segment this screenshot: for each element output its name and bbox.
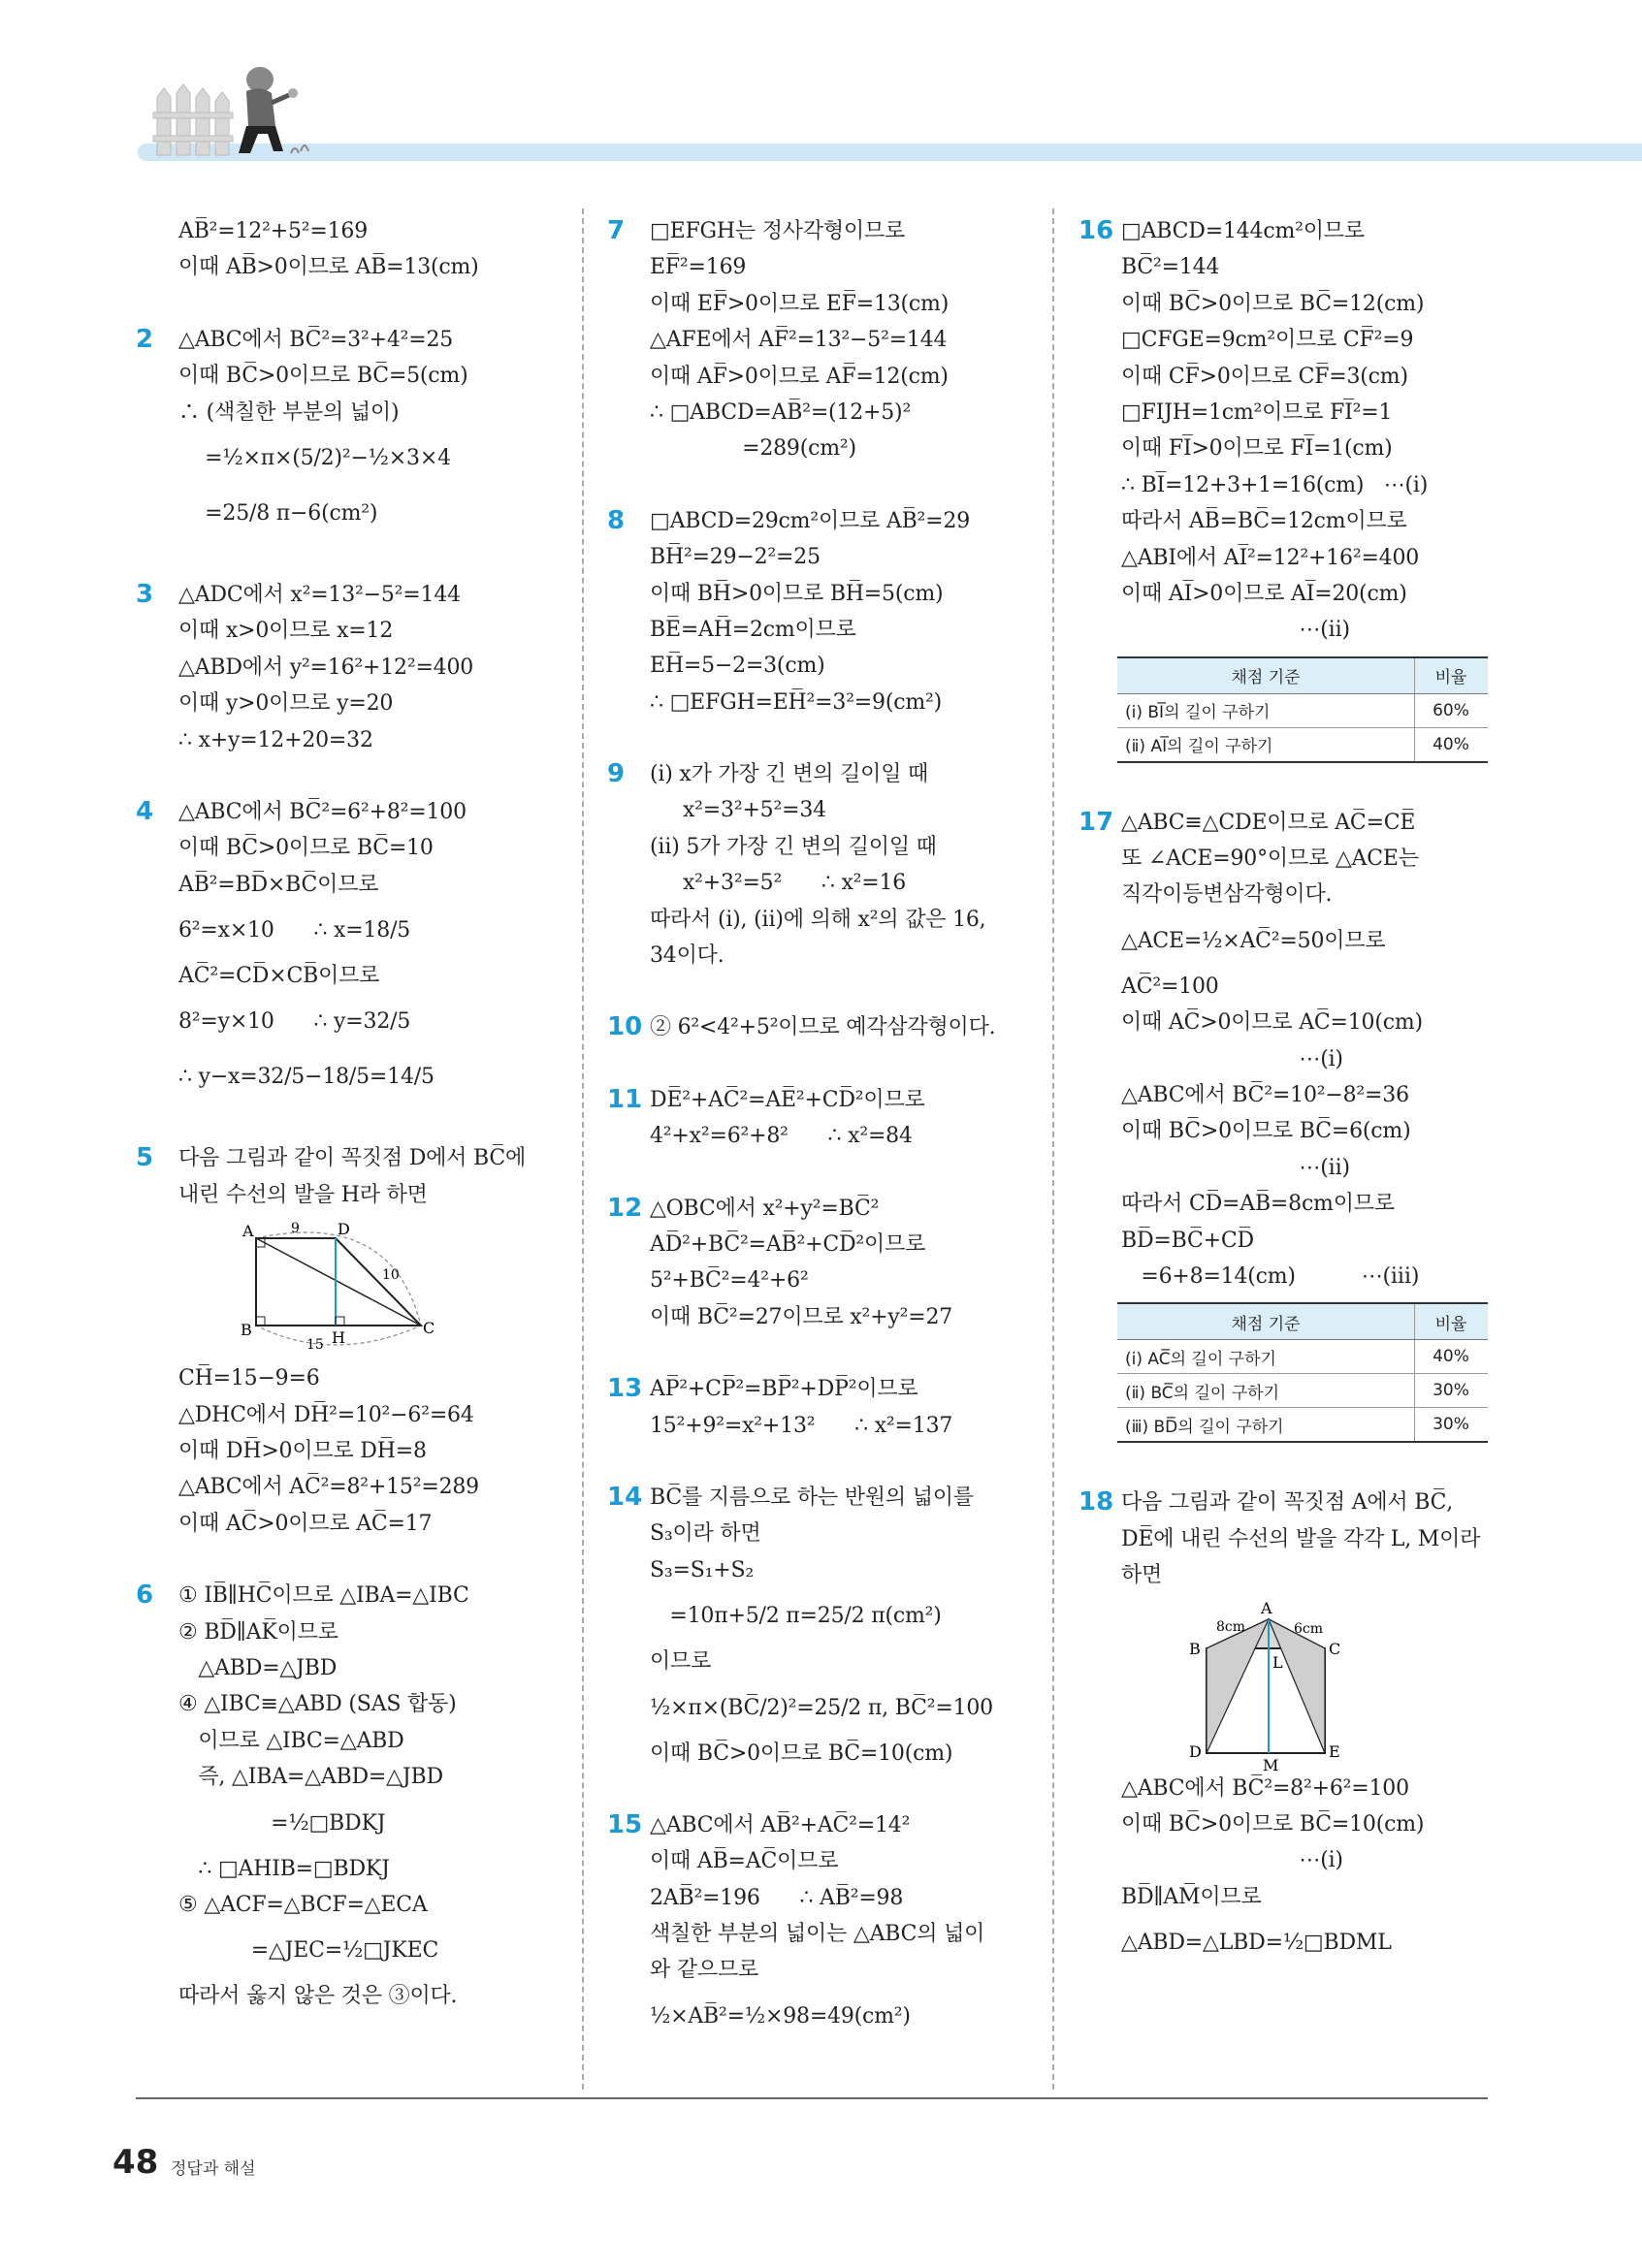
text-line: 6²=x×10 ∴ x=18/5: [178, 918, 411, 943]
text-line: △ABC에서 AB̅²+AC̅²=14²: [650, 1812, 911, 1837]
problem-number: 16: [1079, 216, 1114, 245]
table-cell: 60%: [1415, 693, 1489, 727]
text-line: 이때 CF̅>0이므로 CF̅=3(cm): [1121, 364, 1408, 389]
table-header: 비율: [1415, 657, 1489, 694]
text-line: 2AB̅²=196 ∴ AB̅²=98: [650, 1885, 904, 1910]
problem-6: [136, 1578, 563, 2015]
text-line: △OBC에서 x²+y²=BC̅²: [650, 1196, 880, 1221]
problem-number: 15: [607, 1809, 643, 1839]
text-line: 직각이등변삼각형이다.: [1121, 882, 1333, 908]
text-line: 즉, △IBA=△ABD=△JBD: [178, 1765, 443, 1790]
problem-number: 4: [136, 796, 154, 826]
text-line: =½×π×(5/2)²−½×3×4: [178, 445, 451, 470]
figure-label: H: [332, 1328, 345, 1348]
text-line: ∴ □ABCD=AB̅²=(12+5)²: [650, 399, 912, 425]
problem-number: 12: [607, 1193, 643, 1223]
table-row: [1117, 727, 1488, 762]
table-cell: (ⅲ) BD̅의 길이 구하기: [1117, 1408, 1415, 1443]
table-header: 비율: [1415, 1303, 1489, 1340]
figure-label: A: [1261, 1598, 1272, 1617]
problem-2: [136, 322, 563, 541]
problem-14: [607, 1480, 1034, 1772]
text-line: AD̅²+BC̅²=AB̅²+CD̅²이므로: [650, 1231, 926, 1257]
column-1: [136, 213, 563, 2015]
problem-number: 2: [136, 324, 154, 354]
text-line: 이때 AB̅>0이므로 AB̅=13(cm): [178, 255, 479, 280]
text-line: ∴ x+y=12+20=32: [178, 727, 373, 752]
problem-number: 18: [1079, 1487, 1114, 1517]
column-divider: [1052, 208, 1054, 2090]
problem-1-continued: [136, 213, 563, 286]
text-line: 다음 그림과 같이 꼭짓점 A에서 BC̅,: [1121, 1490, 1454, 1516]
figure-label: 6cm: [1294, 1620, 1324, 1637]
text-line: 이때 AI̅>0이므로 AI̅=20(cm): [1121, 581, 1407, 606]
text-line: ⋯(ⅱ): [1121, 618, 1350, 643]
figure-label: C: [423, 1319, 435, 1338]
text-line: △ABC에서 BC̅²=10²−8²=36: [1121, 1083, 1409, 1108]
text-line: 이때 DH̅>0이므로 DH̅=8: [178, 1439, 427, 1464]
figure-label: B: [1189, 1639, 1201, 1658]
text-line: 8²=y×10 ∴ y=32/5: [178, 1009, 411, 1035]
text-line: ⋯(ⅰ): [1121, 1046, 1343, 1071]
figure-label: M: [1263, 1755, 1279, 1774]
text-line: △ABC에서 BC̅²=3²+4²=25: [178, 327, 454, 352]
table-row: [1117, 1340, 1488, 1374]
figure-label: D: [338, 1220, 350, 1239]
problem-11: [607, 1082, 1034, 1155]
problem-3: [136, 577, 563, 758]
text-line: □CFGE=9cm²이므로 CF̅²=9: [1121, 328, 1414, 353]
header-bar: [138, 144, 1642, 161]
text-line: ④ △IBC≡△ABD (SAS 합동): [178, 1692, 457, 1717]
table-cell: (ⅰ) BI̅의 길이 구하기: [1117, 693, 1415, 727]
table-cell: (ⅰ) AC̅의 길이 구하기: [1117, 1340, 1415, 1374]
text-line: AB̅²=BD̅×BC̅이므로: [178, 872, 379, 897]
text-line: 색칠한 부분의 넓이는 △ABC의 넓이: [650, 1922, 985, 1947]
column-3: [1079, 213, 1505, 1970]
text-line: AP̅²+CP̅²=BP̅²+DP̅²이므로: [650, 1377, 918, 1402]
column-divider: [582, 208, 584, 2090]
figure-label: 8cm: [1216, 1618, 1246, 1635]
figure-label: D: [1189, 1741, 1202, 1761]
problem-number: 14: [607, 1482, 643, 1512]
figure-label: L: [1272, 1652, 1283, 1672]
problem-10: [607, 1009, 1034, 1045]
scoring-table: [1117, 656, 1488, 763]
text-line: 이때 BC̅>0이므로 BC̅=6(cm): [1121, 1119, 1411, 1144]
scoring-table: [1117, 1302, 1488, 1443]
problem-7: [607, 213, 1034, 467]
table-row: [1117, 1408, 1488, 1443]
text-line: 따라서 CD̅=AB̅=8cm이므로: [1121, 1192, 1395, 1217]
table-cell: 30%: [1415, 1374, 1489, 1408]
text-line: ½×π×(BC̅/2)²=25/2 π, BC̅²=100: [650, 1695, 993, 1720]
text-line: BH̅²=29−2²=25: [650, 545, 821, 570]
table-cell: 40%: [1415, 727, 1489, 762]
text-line: =10π+5/2 π=25/2 π(cm²): [650, 1604, 942, 1629]
problem-number: 9: [607, 759, 626, 789]
problem-number: 11: [607, 1084, 643, 1114]
text-line: 따라서 (ⅰ), (ⅱ)에 의해 x²의 값은 16,: [650, 907, 986, 932]
text-line: ② 6²<4²+5²이므로 예각삼각형이다.: [650, 1015, 996, 1040]
text-line: AC̅²=100: [1121, 974, 1219, 999]
figure-label: E: [1329, 1741, 1340, 1761]
table-header: 채점 기준: [1117, 1303, 1415, 1340]
text-line: ⑤ △ACF=△BCF=△ECA: [178, 1892, 428, 1917]
text-line: CH̅=15−9=6: [178, 1366, 320, 1391]
text-line: DE̅²+AC̅²=AE̅²+CD̅²이므로: [650, 1087, 925, 1112]
text-line: 이므로: [650, 1649, 712, 1675]
problem-15: [607, 1807, 1034, 2044]
text-line: 이때 y>0이므로 y=20: [178, 691, 394, 717]
figure-label: 10: [382, 1267, 400, 1284]
text-line: 이때 AB̅=AC̅이므로: [650, 1849, 839, 1874]
problem-4: [136, 794, 563, 1105]
text-line: △DHC에서 DH̅²=10²−6²=64: [178, 1402, 474, 1427]
footer-label: 정답과 해설: [171, 2159, 256, 2179]
pythagoras-squares-figure: [1179, 1598, 1393, 1774]
text-line: =289(cm²): [650, 436, 856, 462]
text-line: △AFE에서 AF̅²=13²−5²=144: [650, 328, 948, 353]
table-cell: (ⅱ) AI̅의 길이 구하기: [1117, 727, 1415, 762]
text-line: 이므로 △IBC=△ABD: [178, 1728, 404, 1753]
text-line: 따라서 AB̅=BC̅=12cm이므로: [1121, 509, 1407, 534]
text-line: 이때 BC̅>0이므로 BC̅=5(cm): [178, 364, 468, 389]
text-line: □FIJH=1cm²이므로 FI̅²=1: [1121, 399, 1393, 425]
text-line: 내린 수선의 발을 H라 하면: [178, 1182, 428, 1207]
figure-label: 15: [306, 1337, 324, 1354]
text-line: AC̅²=CD̅×CB̅이므로: [178, 964, 380, 989]
text-line: BC̅²=144: [1121, 255, 1220, 280]
text-line: 이때 BC̅²=27이므로 x²+y²=27: [650, 1304, 953, 1329]
problem-number: 13: [607, 1374, 643, 1404]
text-line: 이때 BC̅>0이므로 BC̅=10: [178, 836, 434, 861]
text-line: (ⅰ) x가 가장 긴 변의 길이일 때: [650, 762, 929, 787]
problem-12: [607, 1191, 1034, 1336]
text-line: △ABC≡△CDE이므로 AC̅=CE̅: [1121, 810, 1416, 835]
text-line: S₃=S₁+S₂: [650, 1557, 754, 1582]
text-line: □ABCD=144cm²이므로: [1121, 219, 1365, 243]
column-2: [607, 213, 1034, 2044]
text-line: △ABD에서 y²=16²+12²=400: [178, 655, 474, 680]
problem-8: [607, 503, 1034, 720]
text-line: 이때 EF̅>0이므로 EF̅=13(cm): [650, 291, 950, 316]
text-line: 와 같으므로: [650, 1958, 759, 1983]
text-line: =△JEC=½□JKEC: [178, 1938, 439, 1964]
table-row: [1117, 1374, 1488, 1408]
text-line: BE̅=AH̅=2cm이므로: [650, 617, 856, 642]
text-line: 이때 x>0이므로 x=12: [178, 619, 394, 644]
problem-number: 3: [136, 579, 154, 609]
problem-16: [1079, 213, 1505, 649]
text-line: ② BD̅∥AK̅이므로: [178, 1619, 338, 1645]
trapezoid-figure: [237, 1219, 435, 1355]
figure-label: 9: [291, 1221, 300, 1237]
text-line: EF̅²=169: [650, 255, 747, 280]
text-line: 이때 AF̅>0이므로 AF̅=12(cm): [650, 364, 949, 389]
text-line: 또 ∠ACE=90°이므로 △ACE는: [1121, 847, 1419, 872]
text-line: =25/8 π−6(cm²): [178, 500, 378, 526]
table-cell: 40%: [1415, 1340, 1489, 1374]
text-line: ∴ □AHIB=□BDKJ: [178, 1856, 390, 1881]
text-line: ∴ (색칠한 부분의 넓이): [178, 399, 400, 425]
text-line: □ABCD=29cm²이므로 AB̅²=29: [650, 508, 971, 533]
text-line: BD̅∥AM̅이므로: [1121, 1884, 1262, 1909]
text-line: BC̅를 지름으로 하는 반원의 넓이를: [650, 1485, 974, 1510]
problem-13: [607, 1371, 1034, 1444]
text-line: ⋯(ⅱ): [1121, 1155, 1350, 1180]
text-line: S₃이라 하면: [650, 1521, 761, 1547]
text-line: △ABD=△JBD: [178, 1655, 338, 1680]
figure-label: C: [1329, 1639, 1341, 1658]
text-line: 따라서 옳지 않은 것은 ③이다.: [178, 1984, 458, 2009]
text-line: △ABD=△LBD=½□BDML: [1121, 1931, 1392, 1956]
text-line: EH̅=5−2=3(cm): [650, 654, 825, 679]
text-line: △ABC에서 BC̅²=8²+6²=100: [1121, 1775, 1409, 1801]
text-line: △ABC에서 BC̅²=6²+8²=100: [178, 799, 467, 824]
text-line: x²=3²+5²=34: [650, 798, 826, 823]
text-line: 이때 AC̅>0이므로 AC̅=17: [178, 1511, 433, 1536]
text-line: 이때 BC̅>0이므로 BC̅=10(cm): [1121, 1811, 1425, 1837]
text-line: 4²+x²=6²+8² ∴ x²=84: [650, 1124, 913, 1149]
table-cell: (ⅱ) BC̅의 길이 구하기: [1117, 1374, 1415, 1408]
figure-label: B: [241, 1321, 252, 1340]
text-line: ∴ y−x=32/5−18/5=14/5: [178, 1065, 435, 1090]
text-line: 다음 그림과 같이 꼭짓점 D에서 BC̅에: [178, 1146, 527, 1171]
table-cell: 30%: [1415, 1408, 1489, 1443]
text-line: =6+8=14(cm) ⋯(ⅲ): [1121, 1263, 1420, 1289]
text-line: x²+3²=5² ∴ x²=16: [650, 871, 907, 896]
text-line: BD̅=BC̅+CD̅: [1121, 1228, 1254, 1253]
footer-rule: [136, 2097, 1488, 2099]
table-row: [1117, 693, 1488, 727]
text-line: □EFGH는 정사각형이므로: [650, 219, 906, 243]
text-line: 이때 FI̅>0이므로 FI̅=1(cm): [1121, 436, 1393, 462]
problem-number: 7: [607, 216, 626, 245]
problem-number: 6: [136, 1581, 154, 1611]
text-line: ∴ □EFGH=EH̅²=3²=9(cm²): [650, 689, 943, 715]
problem-number: 10: [607, 1012, 643, 1042]
text-line: =½□BDKJ: [178, 1810, 386, 1836]
text-line: 하면: [1121, 1563, 1163, 1588]
text-line: ⋯(ⅰ): [1121, 1848, 1343, 1873]
text-line: AB̅²=12²+5²=169: [178, 219, 368, 243]
text-line: 이때 BC̅>0이므로 BC̅=12(cm): [1121, 291, 1425, 316]
table-header: 채점 기준: [1117, 657, 1415, 694]
gardener-illustration-icon: [145, 58, 310, 163]
problem-17: [1079, 805, 1505, 1295]
problem-5: [136, 1140, 563, 1542]
text-line: ½×AB̅²=½×98=49(cm²): [650, 2003, 911, 2028]
problem-9: [607, 756, 1034, 974]
text-line: (ⅱ) 5가 가장 긴 변의 길이일 때: [650, 834, 937, 859]
text-line: △ABI에서 AI̅²=12²+16²=400: [1121, 545, 1420, 570]
problem-18: [1079, 1485, 1505, 1970]
text-line: 15²+9²=x²+13² ∴ x²=137: [650, 1413, 953, 1438]
text-line: 이때 BH̅>0이므로 BH̅=5(cm): [650, 581, 944, 606]
text-line: △ABC에서 AC̅²=8²+15²=289: [178, 1475, 479, 1500]
problem-number: 5: [136, 1143, 154, 1173]
text-line: 34이다.: [650, 943, 724, 969]
text-line: 5²+BC̅²=4²+6²: [650, 1268, 809, 1294]
text-line: ① IB̅∥HC̅이므로 △IBA=△IBC: [178, 1583, 469, 1609]
problem-number: 8: [607, 505, 626, 535]
figure-label: A: [242, 1222, 254, 1241]
problem-number: 17: [1079, 807, 1114, 837]
page-number: 48: [113, 2143, 159, 2182]
text-line: DE̅에 내린 수선의 발을 각각 L, M이라: [1121, 1526, 1481, 1551]
text-line: ∴ BI̅=12+3+1=16(cm) ⋯(ⅰ): [1121, 472, 1429, 497]
text-line: △ACE=½×AC̅²=50이므로: [1121, 928, 1386, 953]
text-line: 이때 BC̅>0이므로 BC̅=10(cm): [650, 1741, 953, 1766]
text-line: △ADC에서 x²=13²−5²=144: [178, 582, 461, 607]
text-line: 이때 AC̅>0이므로 AC̅=10(cm): [1121, 1010, 1423, 1036]
